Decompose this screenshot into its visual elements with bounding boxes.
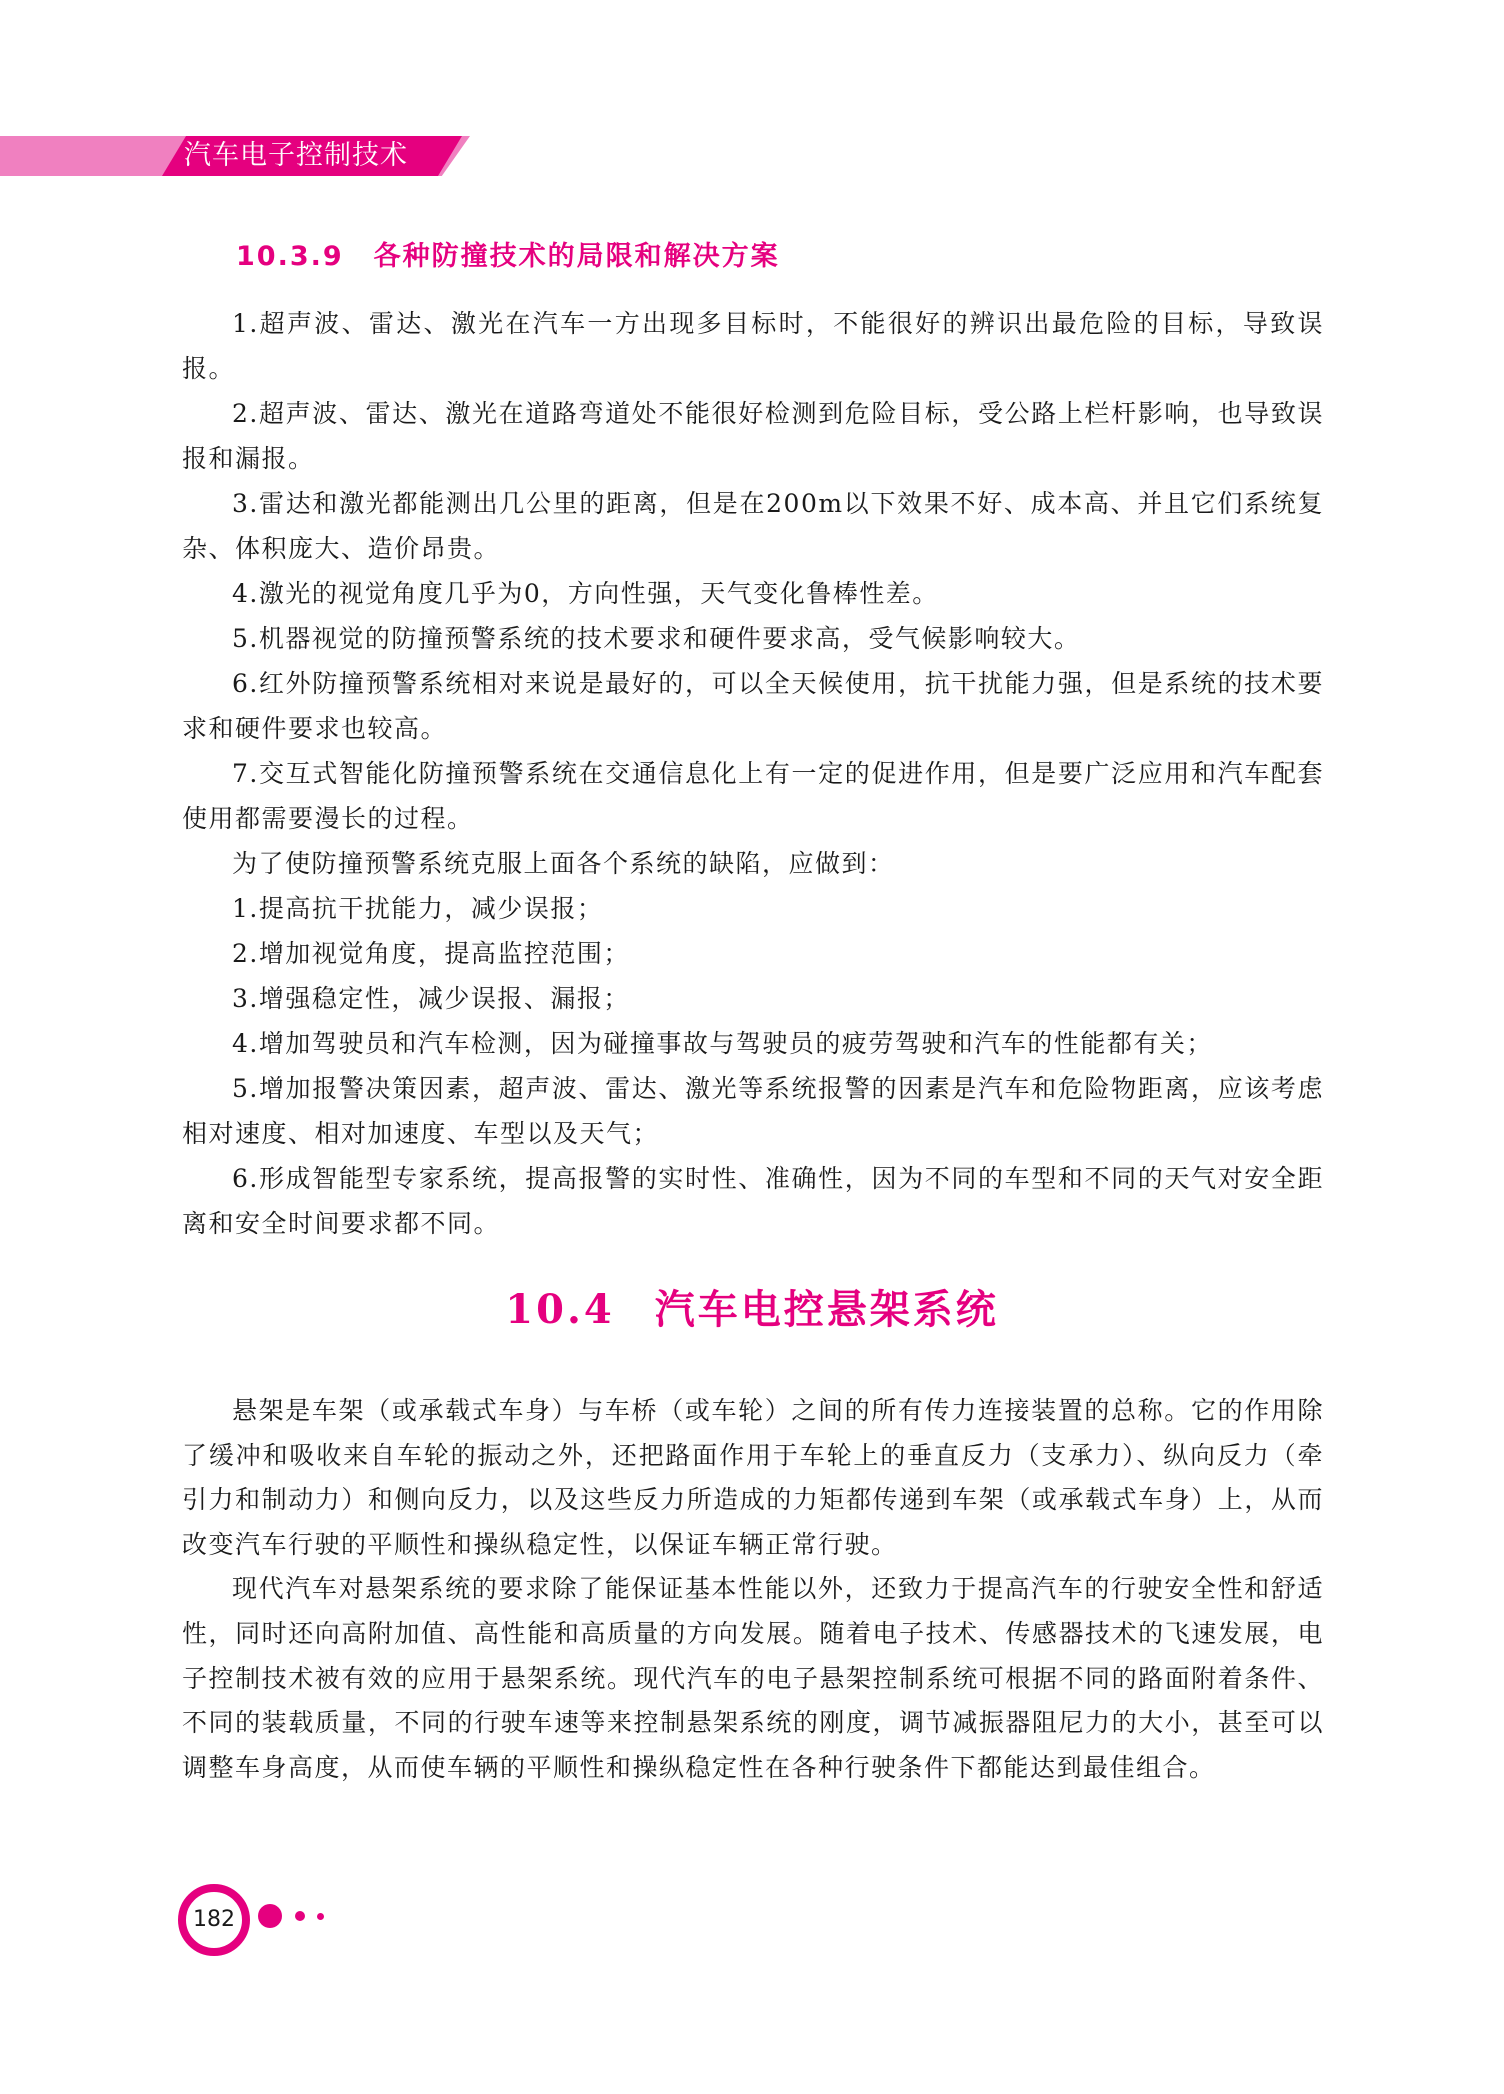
subsection-heading: [236, 234, 780, 273]
paragraph: 3.增强稳定性，减少误报、漏报；: [232, 984, 630, 1013]
suspension-text-block: [182, 1389, 1324, 1790]
paragraph: 4.激光的视觉角度几乎为0，方向性强，天气变化鲁棒性差。: [232, 579, 939, 608]
decor-dot-large: [258, 1904, 282, 1928]
section-number: 10.4: [505, 1286, 615, 1333]
paragraph: 4.增加驾驶员和汽车检测，因为碰撞事故与驾驶员的疲劳驾驶和汽车的性能都有关；: [232, 1029, 1213, 1058]
page-number: 182: [193, 1907, 235, 1932]
paragraph: 2.增加视觉角度，提高监控范围；: [232, 939, 630, 968]
paragraph: 5.增加报警决策因素，超声波、雷达、激光等系统报警的因素是汽车和危险物距离，应该考虑相对速度、相对加速度、车型以及天气；: [182, 1074, 1324, 1148]
paragraph: 1.超声波、雷达、激光在汽车一方出现多目标时，不能很好的辨识出最危险的目标，导致误报。: [182, 309, 1324, 383]
paragraph: 2.超声波、雷达、激光在道路弯道处不能很好检测到危险目标，受公路上栏杆影响，也导致误报和漏报。: [182, 399, 1324, 473]
section-heading: [0, 1278, 1504, 1335]
paragraph: 悬架是车架（或承载式车身）与车桥（或车轮）之间的所有传力连接装置的总称。它的作用除了缓冲和吸收来自车轮的振动之外，还把路面作用于车轮上的垂直反力（支承力）、纵向反力（牵引力和制动力）和侧向反力，以及这些反力所造成的力矩都传递到车架（或承载式车身）上，从而改变汽车行驶的平顺性和操纵稳定性，以保证车辆正常行驶。: [182, 1396, 1324, 1559]
paragraph: 6.红外防撞预警系统相对来说是最好的，可以全天候使用，抗干扰能力强，但是系统的技术要求和硬件要求也较高。: [182, 669, 1324, 743]
decor-dot-medium: [295, 1911, 305, 1921]
decor-dot-small: [317, 1913, 324, 1920]
running-header-title: 汽车电子控制技术: [184, 140, 408, 171]
paragraph: 为了使防撞预警系统克服上面各个系统的缺陷，应做到：: [232, 849, 895, 878]
section-title: 汽车电控悬架系统: [654, 1286, 999, 1333]
paragraph: 7.交互式智能化防撞预警系统在交通信息化上有一定的促进作用，但是要广泛应用和汽车配套使用都需要漫长的过程。: [182, 759, 1324, 833]
paragraph: 5.机器视觉的防撞预警系统的技术要求和硬件要求高，受气候影响较大。: [232, 624, 1081, 653]
paragraph: 3.雷达和激光都能测出几公里的距离，但是在200m以下效果不好、成本高、并且它们系统复杂、体积庞大、造价昂贵。: [182, 489, 1324, 563]
paragraph: 6.形成智能型专家系统，提高报警的实时性、准确性，因为不同的车型和不同的天气对安全距离和安全时间要求都不同。: [182, 1164, 1324, 1238]
paragraph: 现代汽车对悬架系统的要求除了能保证基本性能以外，还致力于提高汽车的行驶安全性和舒适性，同时还向高附加值、高性能和高质量的方向发展。随着电子技术、传感器技术的飞速发展，电子控制技术被有效的应用于悬架系统。现代汽车的电子悬架控制系统可根据不同的路面附着条件、不同的装载质量，不同的行驶车速等来控制悬架系统的刚度，调节减振器阻尼力的大小，甚至可以调整车身高度，从而使车辆的平顺性和操纵稳定性在各种行驶条件下都能达到最佳组合。: [182, 1574, 1324, 1782]
subsection-title: 各种防撞技术的局限和解决方案: [373, 241, 780, 272]
limitations-text-block: [182, 301, 1324, 1246]
subsection-number: 10.3.9: [236, 241, 344, 272]
page-number-badge: [178, 1884, 250, 1956]
paragraph: 1.提高抗干扰能力，减少误报；: [232, 894, 604, 923]
